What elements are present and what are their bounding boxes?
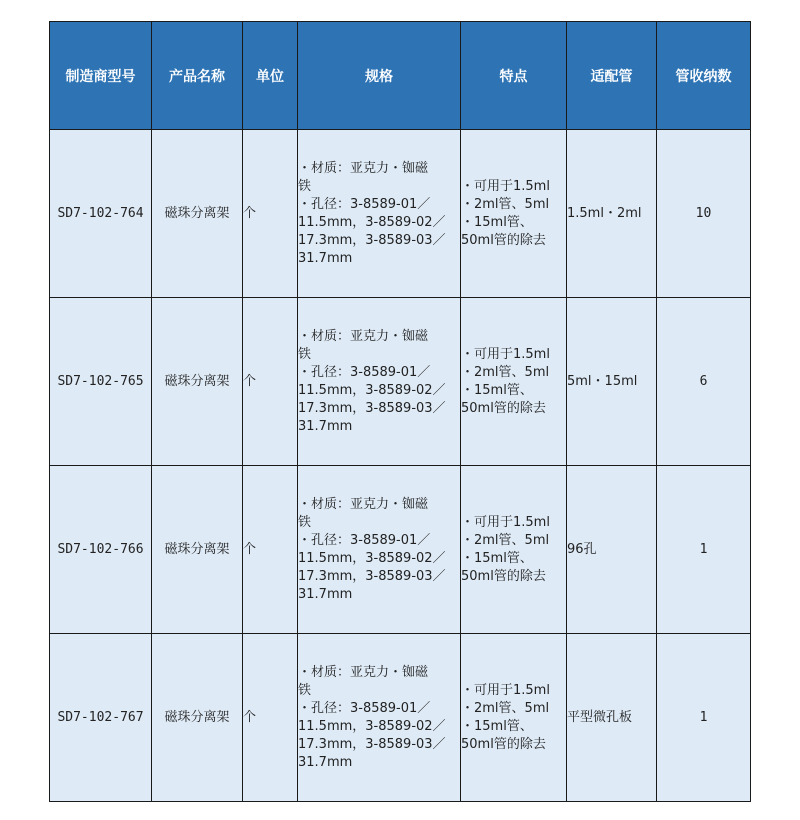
cell-model: SD7-102-766 <box>50 466 152 634</box>
spec-line: 铁 <box>298 346 312 362</box>
table-row <box>50 130 751 298</box>
feature-line: ・15ml管、 <box>461 214 533 230</box>
cell-product-name: 磁珠分离架 <box>152 634 243 802</box>
cell-model: SD7-102-764 <box>50 130 152 298</box>
spec-line: 31.7mm <box>298 250 353 266</box>
cell-unit: 个 <box>243 466 298 634</box>
spec-line: 铁 <box>298 682 312 698</box>
spec-line: ・材质：亚克力・铷磁 <box>298 160 429 176</box>
spec-line: ・材质：亚克力・铷磁 <box>298 328 429 344</box>
spec-line: 31.7mm <box>298 754 353 770</box>
spec-line: ・孔径：3-8589-01／ <box>298 532 431 548</box>
feature-line: ・可用于1.5ml <box>461 514 550 530</box>
spec-line: 17.3mm，3-8589-03／ <box>298 400 446 416</box>
feature-line: 50ml管的除去 <box>461 568 546 584</box>
header-unit: 单位 <box>243 22 298 130</box>
cell-model: SD7-102-765 <box>50 298 152 466</box>
feature-line: 50ml管的除去 <box>461 736 546 752</box>
feature-line: ・15ml管、 <box>461 382 533 398</box>
header-spec: 规格 <box>298 22 461 130</box>
spec-line: ・材质：亚克力・铷磁 <box>298 664 429 680</box>
cell-features <box>461 634 567 802</box>
spec-line: 11.5mm，3-8589-02／ <box>298 214 446 230</box>
cell-tube: 5ml・15ml <box>567 298 657 466</box>
feature-line: 50ml管的除去 <box>461 232 546 248</box>
spec-line: 31.7mm <box>298 586 353 602</box>
table-row <box>50 634 751 802</box>
spec-line: 11.5mm，3-8589-02／ <box>298 382 446 398</box>
cell-features <box>461 466 567 634</box>
cell-capacity: 1 <box>657 634 751 802</box>
spec-line: 17.3mm，3-8589-03／ <box>298 736 446 752</box>
header-capacity: 管收纳数 <box>657 22 751 130</box>
table-row <box>50 466 751 634</box>
cell-features <box>461 130 567 298</box>
feature-line: ・15ml管、 <box>461 550 533 566</box>
spec-line: ・孔径：3-8589-01／ <box>298 364 431 380</box>
header-tube: 适配管 <box>567 22 657 130</box>
spec-line: 17.3mm，3-8589-03／ <box>298 232 446 248</box>
feature-line: ・可用于1.5ml <box>461 346 550 362</box>
cell-product-name: 磁珠分离架 <box>152 466 243 634</box>
spec-line: 11.5mm，3-8589-02／ <box>298 718 446 734</box>
cell-tube: 平型微孔板 <box>567 634 657 802</box>
feature-line: ・2ml管、5ml <box>461 196 550 212</box>
cell-unit: 个 <box>243 130 298 298</box>
header-row <box>50 22 751 130</box>
cell-spec <box>298 130 461 298</box>
feature-line: ・2ml管、5ml <box>461 364 550 380</box>
cell-unit: 个 <box>243 298 298 466</box>
cell-features <box>461 298 567 466</box>
feature-line: ・可用于1.5ml <box>461 178 550 194</box>
cell-product-name: 磁珠分离架 <box>152 130 243 298</box>
spec-line: ・孔径：3-8589-01／ <box>298 700 431 716</box>
header-features: 特点 <box>461 22 567 130</box>
cell-unit: 个 <box>243 634 298 802</box>
cell-capacity: 1 <box>657 466 751 634</box>
header-model: 制造商型号 <box>50 22 152 130</box>
cell-spec <box>298 466 461 634</box>
spec-line: 11.5mm，3-8589-02／ <box>298 550 446 566</box>
feature-line: ・15ml管、 <box>461 718 533 734</box>
feature-line: ・2ml管、5ml <box>461 700 550 716</box>
cell-tube: 96孔 <box>567 466 657 634</box>
cell-spec <box>298 298 461 466</box>
feature-line: 50ml管的除去 <box>461 400 546 416</box>
cell-product-name: 磁珠分离架 <box>152 298 243 466</box>
table-row <box>50 298 751 466</box>
cell-spec <box>298 634 461 802</box>
cell-capacity: 10 <box>657 130 751 298</box>
spec-line: 17.3mm，3-8589-03／ <box>298 568 446 584</box>
spec-line: ・孔径：3-8589-01／ <box>298 196 431 212</box>
cell-model: SD7-102-767 <box>50 634 152 802</box>
spec-line: 铁 <box>298 514 312 530</box>
cell-tube: 1.5ml・2ml <box>567 130 657 298</box>
feature-line: ・2ml管、5ml <box>461 532 550 548</box>
spec-line: 铁 <box>298 178 312 194</box>
spec-line: ・材质：亚克力・铷磁 <box>298 496 429 512</box>
spec-line: 31.7mm <box>298 418 353 434</box>
cell-capacity: 6 <box>657 298 751 466</box>
feature-line: ・可用于1.5ml <box>461 682 550 698</box>
header-product-name: 产品名称 <box>152 22 243 130</box>
product-spec-table <box>49 21 751 802</box>
